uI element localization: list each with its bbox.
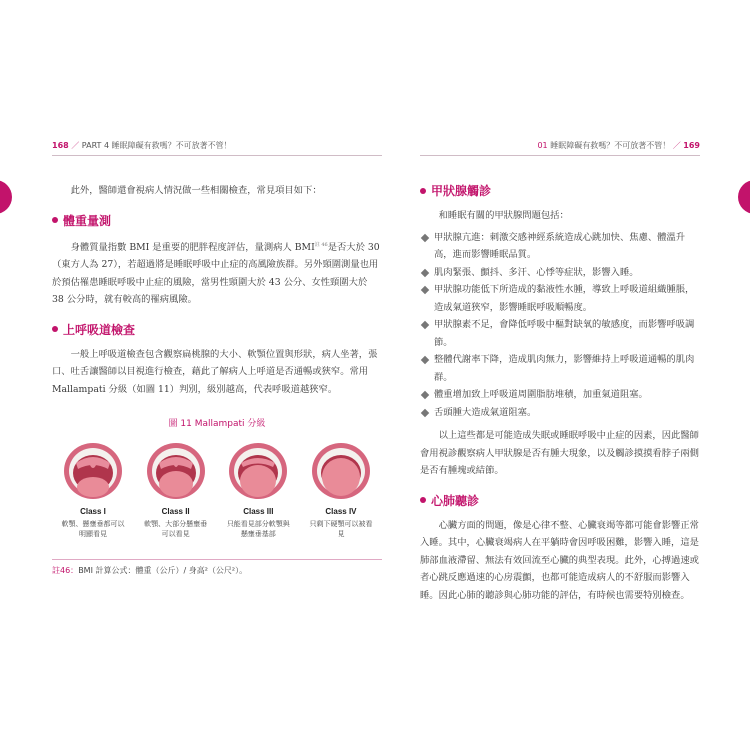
footnote-text: BMI 計算公式：體重（公斤）/ 身高²（公尺²）。: [78, 566, 248, 576]
heart-paragraph: 心臟方面的問題，像是心律不整、心臟衰竭等都可能會影響正常入睡。其中，心臟衰竭病人在平躺時會因呼吸困難，影響入睡，這是肺部血液滯留、無法有效回流至心臟的典型表現。此外，心搏過速或者心跳反應過速的心房震顫，也都可能造成病人的不舒服而影響入睡。因此心肺的聽診與心肺功能的評估，有時候也需要特別檢查。: [420, 519, 699, 601]
diamond-bullet-icon: [421, 356, 429, 364]
diamond-bullet-icon: [421, 268, 429, 276]
mallampati-class-2: [143, 441, 209, 539]
left-running-header: 168 ／ PART 4 睡眠障礙有救嗎？不可放著不管！: [52, 140, 382, 156]
diamond-bullet-icon: [421, 391, 429, 399]
thyroid-heading: 甲狀腺觸診: [420, 182, 700, 199]
footnote: [52, 559, 382, 576]
figure-title: 圖 11 Mallampati 分級: [168, 419, 266, 430]
list-item: 肌肉緊張、顫抖、多汗、心悸等症狀，影響入睡。: [420, 264, 700, 282]
left-page-number: 168: [52, 141, 69, 150]
class-description: 只剩下硬顎可以被看見: [309, 520, 373, 539]
right-header-title: 睡眠障礙有救嗎？不可放著不管！: [550, 141, 671, 150]
mouth-class-3-icon: [227, 441, 289, 501]
list-item: 舌頭腫大造成氣道阻塞。: [420, 404, 700, 422]
list-item: 整體代謝率下降，造成肌肉無力，影響維持上呼吸道通暢的肌肉群。: [420, 351, 700, 386]
right-page: [420, 140, 700, 604]
class-description: 軟顎、大部分懸壅垂可以看見: [144, 520, 208, 539]
bmi-paragraph: 身體質量指數 BMI 是重要的肥胖程度評估，量測病人 $BMI^{註 46}$是否大於 30（東方人為 27），若超過將是睡眠呼吸中止症的高風險族群。另外頸圍測量也用於預估罹患睡眠呼吸中止症的風險，當男性頸圍大於 43 公分、女性頸圍大於 38 公分時，就有較高的罹病風險。: [52, 241, 380, 306]
thyroid-lead: 和睡眠有關的甲狀腺問題包括：: [438, 210, 569, 221]
diamond-bullet-icon: [421, 233, 429, 241]
mallampati-class-1: [60, 441, 126, 539]
diamond-bullet-icon: [421, 286, 429, 294]
left-header-title: PART 4 睡眠障礙有救嗎？不可放著不管！: [81, 141, 232, 150]
diamond-bullet-icon: [421, 321, 429, 329]
mouth-class-1-icon: [62, 441, 124, 501]
intro-paragraph: 此外，醫師還會視病人情況做一些相關檢查，常見項目如下：: [70, 185, 322, 196]
mallampati-class-3: [225, 441, 291, 539]
mallampati-class-4: [308, 441, 374, 539]
bullet-dot-icon: [420, 497, 426, 503]
bullet-dot-icon: [420, 188, 426, 194]
list-item: 甲狀腺功能低下所造成的黏液性水腫，導致上呼吸道組織腫脹，造成氣道狹窄，影響睡眠呼吸順暢度。: [420, 281, 700, 316]
heart-heading: 心肺聽診: [420, 492, 700, 509]
footnote-tag: 註46：: [52, 566, 79, 576]
class-label: Class III: [243, 507, 274, 517]
thyroid-summary: 以上這些都是可能造成失眠或睡眠呼吸中止症的因素，因此醫師會用視診觀察病人甲狀腺是否有腫大現象，以及觸診摸摸看脖子兩側是否有腫塊或結節。: [420, 430, 699, 476]
bullet-dot-icon: [52, 217, 58, 223]
right-page-number: 169: [683, 141, 700, 150]
diamond-bullet-icon: [421, 408, 429, 416]
list-item: 甲狀腺亢進：刺激交感神經系統造成心跳加快、焦慮、體溫升高，進而影響睡眠品質。: [420, 229, 700, 264]
list-item: 體重增加致上呼吸道周圍脂肪堆積，加重氣道阻塞。: [420, 386, 700, 404]
right-chapter-number: 01: [537, 141, 548, 150]
class-description: 軟顎、懸壅垂都可以明顯看見: [61, 520, 125, 539]
class-label: Class I: [80, 507, 106, 517]
left-chapter-tab: [0, 180, 12, 214]
mouth-class-2-icon: [145, 441, 207, 501]
class-label: Class II: [161, 507, 190, 517]
class-label: Class IV: [325, 507, 357, 517]
right-chapter-tab: [738, 180, 750, 214]
airway-paragraph: 一般上呼吸道檢查包含觀察扁桃腺的大小、軟顎位置與形狀，病人坐著，張口、吐舌讓醫師以目視進行檢查，藉此了解病人上呼道是否通暢或狹窄。常用 Mallampati 分級（如圖 11）判別，級別越高，代表呼吸道越狹窄。: [52, 348, 378, 395]
thyroid-list: [420, 229, 700, 422]
bmi-heading: 體重量測: [52, 212, 382, 229]
class-description: 只能看見部分軟顎與懸壅垂基部: [226, 520, 290, 539]
mouth-class-4-icon: [310, 441, 372, 501]
mallampati-figure: [52, 441, 382, 539]
bullet-dot-icon: [52, 326, 58, 332]
airway-heading: 上呼吸道檢查: [52, 321, 382, 338]
left-page: [52, 140, 382, 576]
right-running-header: 01 睡眠障礙有救嗎？不可放著不管！ ／ 169: [420, 140, 700, 156]
list-item: 甲狀腺素不足，會降低呼吸中樞對缺氧的敏感度，而影響呼吸調節。: [420, 316, 700, 351]
footnote-ref: 註 46: [314, 241, 328, 248]
